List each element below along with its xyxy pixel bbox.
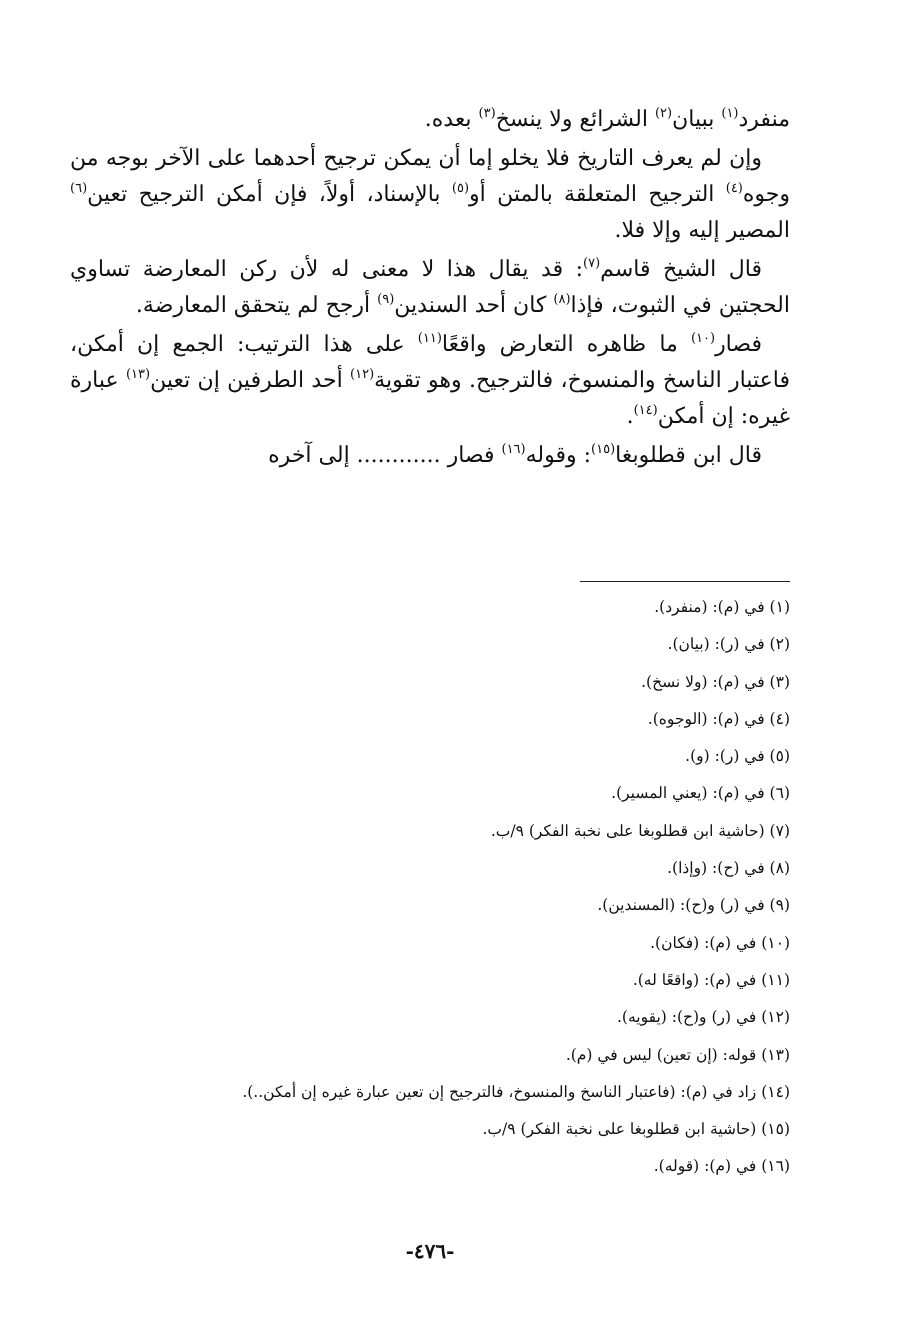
footnote-item: (١٢) في (ر) و(ح): (يقويه). <box>617 1008 790 1027</box>
text-run: قال الشيخ قاسم <box>600 257 762 282</box>
footnote-item: (٤) في (م): (الوجوه). <box>647 709 790 728</box>
text-run: كان أحد السندين <box>394 293 554 318</box>
footnote-ref: (٧) <box>583 256 601 271</box>
text-run: عبارة غيره: إن أمكن <box>70 368 790 429</box>
text-run: : قد يقال هذا لا معنى له لأن ركن المعارضة تساوي الحجتين في الثبوت، فإذا <box>70 257 790 318</box>
paragraph-4 <box>70 327 790 435</box>
page-number: -٤٧٦- <box>405 1239 455 1263</box>
text-run: على هذا الترتيب: الجمع إن أمكن، فاعتبار الناسخ والمنسوخ، فالترجيح. وهو تقوية <box>70 332 790 393</box>
footnote-item: (٢) في (ر): (بيان). <box>667 635 790 654</box>
text-run: الترجيح المتعلقة بالمتن أو <box>469 182 726 207</box>
footnote-ref: (٩) <box>377 292 395 307</box>
footnote-item: (١٣) قوله: (إن تعين) ليس في (م). <box>565 1045 790 1064</box>
footnote-ref: (٢) <box>654 106 673 121</box>
footnote-ref: (٥) <box>451 181 470 196</box>
footnote-item: (١٠) في (م): (فكان). <box>650 933 790 952</box>
text-run: بالإسناد، أولاً، فإن أمكن الترجيح تعين <box>87 182 452 207</box>
footnote-item: (١٤) زاد في (م): (فاعتبار الناسخ والمنسوخ، فالترجيح إن تعين عبارة غيره إن أمكن..). <box>242 1082 790 1101</box>
footnote-item: (١٦) في (م): (قوله). <box>653 1157 790 1176</box>
paragraph-5 <box>70 438 790 474</box>
footnote-item: (٥) في (ر): (و). <box>685 747 790 766</box>
document-page <box>70 0 790 1344</box>
text-run: بعده. <box>424 107 479 132</box>
text-run: المصير إليه وإلا فلا. <box>614 218 790 243</box>
footnote-item: (١٥) (حاشية ابن قطلوبغا على نخبة الفكر) ٩/ب. <box>482 1120 790 1139</box>
footnote-item: (١١) في (م): (واقعًا له). <box>632 970 790 989</box>
footnote-ref: (٨) <box>553 292 571 307</box>
text-run: فصار ............ إلى آخره <box>268 443 502 468</box>
footnotes-list <box>70 597 790 1194</box>
footnote-item: (٨) في (ح): (وإذا). <box>667 859 790 878</box>
footnote-ref: (١٠) <box>690 331 716 346</box>
footnote-item: (١) في (م): (منفرد). <box>654 598 790 616</box>
text-run: الشرائع ولا ينسخ <box>495 107 655 132</box>
text-run: قال ابن قطلوبغا <box>615 443 762 468</box>
text-run: فصار <box>715 332 762 357</box>
text-run: أحد الطرفين إن تعين <box>150 368 351 393</box>
main-text <box>70 102 790 477</box>
text-run: : وقوله <box>525 443 592 468</box>
text-run: ببيان <box>672 107 722 132</box>
text-run: ما ظاهره التعارض واقعًا <box>441 332 691 357</box>
footnote-ref: (١٣) <box>125 367 151 382</box>
footnote-ref: (١٦) <box>501 442 526 457</box>
footnote-ref: (٣) <box>478 106 496 121</box>
text-run: منفرد <box>738 107 790 132</box>
footnote-item: (٦) في (م): (يعني المسير). <box>611 784 790 803</box>
text-run: وإن لم يعرف التاريخ فلا يخلو إما أن يمكن ترجيح أحدهما على الآخر بوجه من وجوه <box>70 146 790 207</box>
footnote-ref: (٤) <box>725 181 743 196</box>
footnote-ref: (١١) <box>417 331 442 346</box>
footnote-item: (٩) في (ر) و(ح): (المسندين). <box>597 896 790 915</box>
footnote-item: (٣) في (م): (ولا نسخ). <box>641 672 790 691</box>
footnote-ref: (١٤) <box>633 403 658 418</box>
paragraph-1 <box>70 102 790 138</box>
footnote-ref: (٦) <box>70 181 88 196</box>
paragraph-3 <box>70 252 790 324</box>
paragraph-2 <box>70 141 790 249</box>
footnote-divider <box>580 581 790 582</box>
footnote-ref: (١٢) <box>350 367 375 382</box>
text-run: . <box>626 404 634 429</box>
footnote-ref: (١٥) <box>591 442 616 457</box>
footnote-ref: (١) <box>721 106 739 121</box>
footnote-item: (٧) (حاشية ابن قطلوبغا على نخبة الفكر) ٩/ب. <box>490 821 790 840</box>
text-run: أرجح لم يتحقق المعارضة. <box>135 293 378 318</box>
